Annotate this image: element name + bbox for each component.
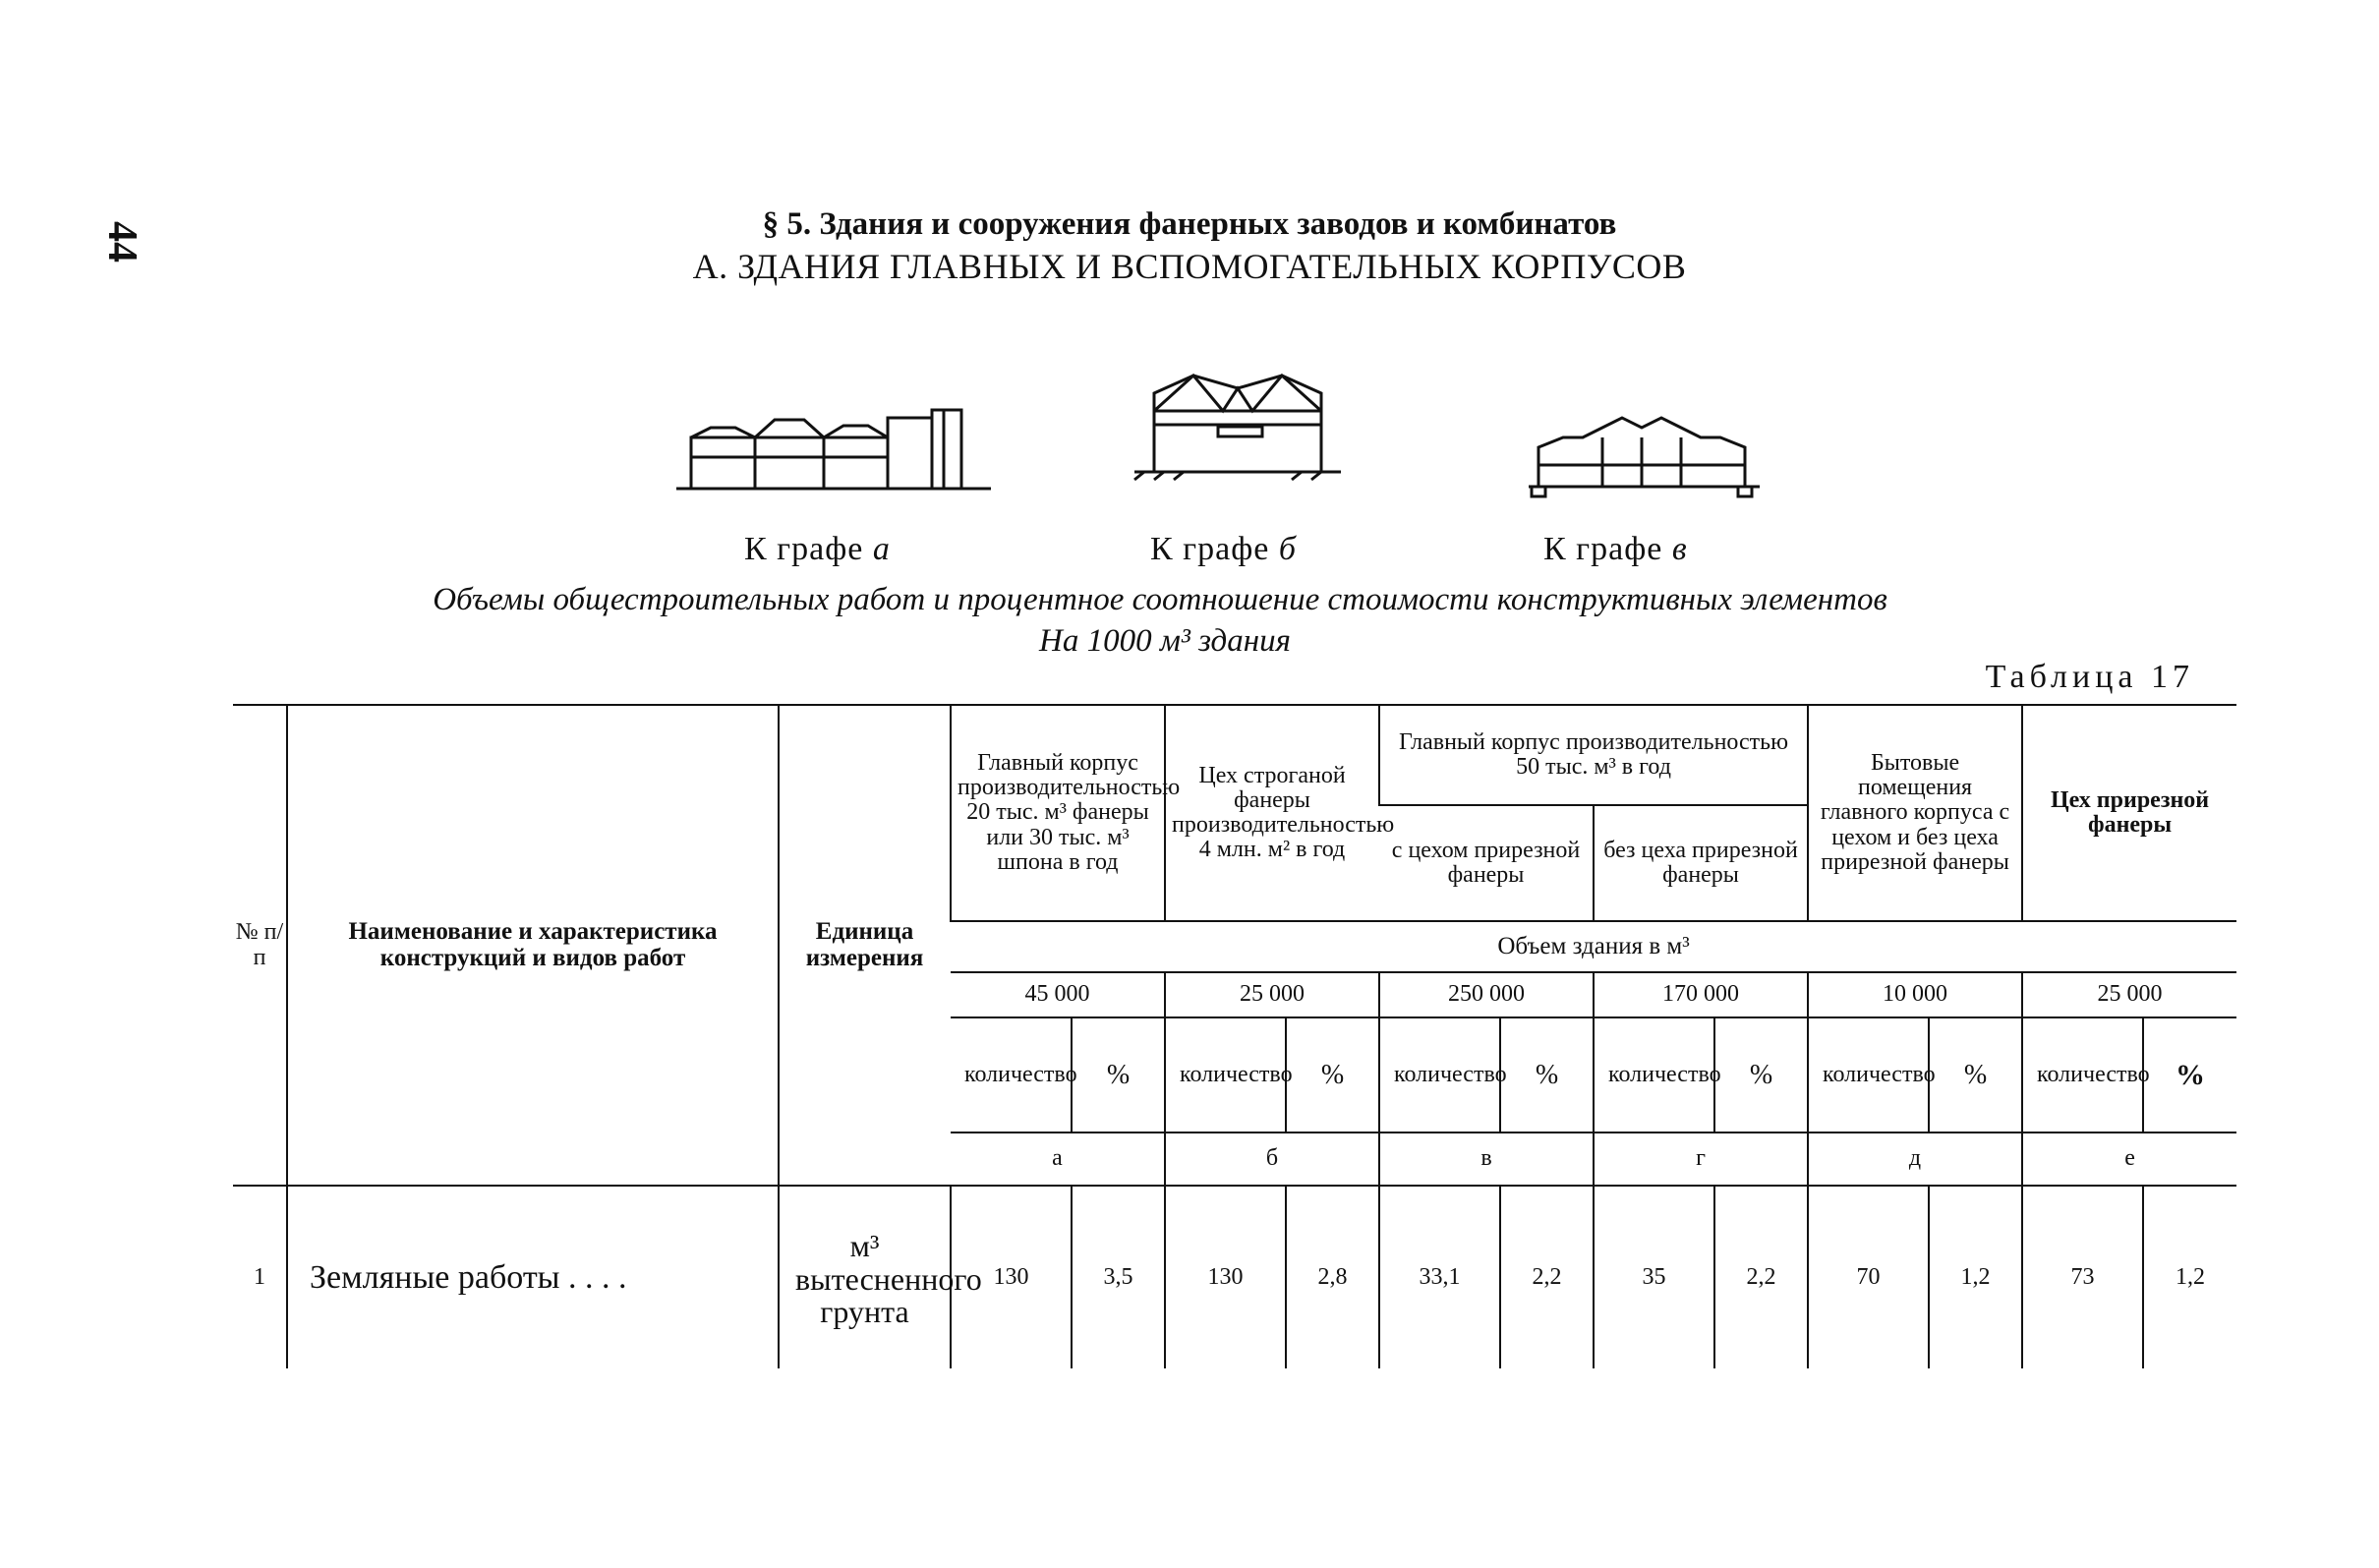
volume-e: 25 000 bbox=[2022, 972, 2236, 1017]
row-value: 33,1 bbox=[1379, 1186, 1500, 1368]
column-letter-b: б bbox=[1165, 1132, 1379, 1186]
header-unit: Единица измерения bbox=[779, 705, 951, 1186]
row-value: 1,2 bbox=[1929, 1186, 2022, 1368]
section-title: § 5. Здания и сооружения фанерных заводов и комбинатов bbox=[762, 206, 1617, 242]
volume-b: 25 000 bbox=[1165, 972, 1379, 1017]
header-name: Наименование и характеристика конструкций и видов работ bbox=[287, 705, 779, 1186]
row-value: 73 bbox=[2022, 1186, 2143, 1368]
pct-header: % bbox=[1286, 1017, 1379, 1132]
qty-header: количество bbox=[1808, 1017, 1929, 1132]
header-group-a: Главный корпус производительностью 20 тыс. м³ фанеры или 30 тыс. м³ шпона в год bbox=[951, 705, 1165, 921]
header-group-e: Цех прирезной фанеры bbox=[2022, 705, 2236, 921]
row-value: 35 bbox=[1594, 1186, 1714, 1368]
row-name: Земляные работы . . . . bbox=[287, 1186, 779, 1368]
table-row bbox=[233, 1186, 2236, 1368]
data-table bbox=[233, 704, 2236, 1368]
row-value: 130 bbox=[1165, 1186, 1286, 1368]
row-value: 2,8 bbox=[1286, 1186, 1379, 1368]
header-group-g: без цеха прирезной фанеры bbox=[1594, 805, 1808, 921]
figure-label-a: К графе а bbox=[744, 531, 891, 567]
row-value: 2,2 bbox=[1500, 1186, 1594, 1368]
qty-header: количество bbox=[1165, 1017, 1286, 1132]
row-value: 3,5 bbox=[1072, 1186, 1165, 1368]
pct-header: % bbox=[1929, 1017, 2022, 1132]
row-unit: м³ вытесненного грунта bbox=[779, 1186, 951, 1368]
qty-header: количество bbox=[1379, 1017, 1500, 1132]
page-number: 44 bbox=[99, 221, 145, 262]
row-value: 2,2 bbox=[1714, 1186, 1808, 1368]
building-figure-b bbox=[1125, 364, 1351, 496]
header-group-d: Бытовые помещения главного корпуса с цехом и без цеха прирезной фанеры bbox=[1808, 705, 2022, 921]
volume-v: 250 000 bbox=[1379, 972, 1594, 1017]
row-value: 1,2 bbox=[2143, 1186, 2236, 1368]
column-letter-e: е bbox=[2022, 1132, 2236, 1186]
column-letter-g: г bbox=[1594, 1132, 1808, 1186]
volume-a: 45 000 bbox=[951, 972, 1165, 1017]
pct-header: % bbox=[1072, 1017, 1165, 1132]
qty-header: количество bbox=[1594, 1017, 1714, 1132]
header-group-main50: Главный корпус производительностью 50 тыс. м³ в год bbox=[1379, 705, 1808, 805]
header-volume: Объем здания в м³ bbox=[951, 921, 2236, 972]
column-letter-a: а bbox=[951, 1132, 1165, 1186]
volume-d: 10 000 bbox=[1808, 972, 2022, 1017]
column-letter-d: д bbox=[1808, 1132, 2022, 1186]
figure-label-c: К графе в bbox=[1543, 531, 1688, 567]
table-caption-line1: Объемы общестроительных работ и процентное соотношение стоимости конструктивных элементов bbox=[433, 582, 1887, 617]
row-value: 70 bbox=[1808, 1186, 1929, 1368]
header-group-v: с цехом прирезной фанеры bbox=[1391, 837, 1581, 888]
qty-header: количество bbox=[951, 1017, 1072, 1132]
section-subtitle: А. ЗДАНИЯ ГЛАВНЫХ И ВСПОМОГАТЕЛЬНЫХ КОРПУСОВ bbox=[692, 247, 1687, 286]
header-group-b: Цех строганой фанеры производительностью 4 млн. м² в год bbox=[1165, 705, 1379, 921]
pct-header: % bbox=[2143, 1017, 2236, 1132]
pct-header: % bbox=[1714, 1017, 1808, 1132]
figure-label-b: К графе б bbox=[1150, 531, 1297, 567]
table-number: Таблица 17 bbox=[1985, 659, 2194, 695]
qty-header: количество bbox=[2022, 1017, 2143, 1132]
pct-header: % bbox=[1500, 1017, 1594, 1132]
table-caption-line2: На 1000 м³ здания bbox=[1039, 623, 1291, 659]
building-figure-a bbox=[676, 398, 991, 506]
building-figure-c bbox=[1524, 408, 1770, 506]
row-value: 130 bbox=[951, 1186, 1072, 1368]
column-letter-v: в bbox=[1379, 1132, 1594, 1186]
header-num: № п/п bbox=[233, 705, 287, 1186]
row-num: 1 bbox=[254, 1263, 265, 1290]
volume-g: 170 000 bbox=[1594, 972, 1808, 1017]
